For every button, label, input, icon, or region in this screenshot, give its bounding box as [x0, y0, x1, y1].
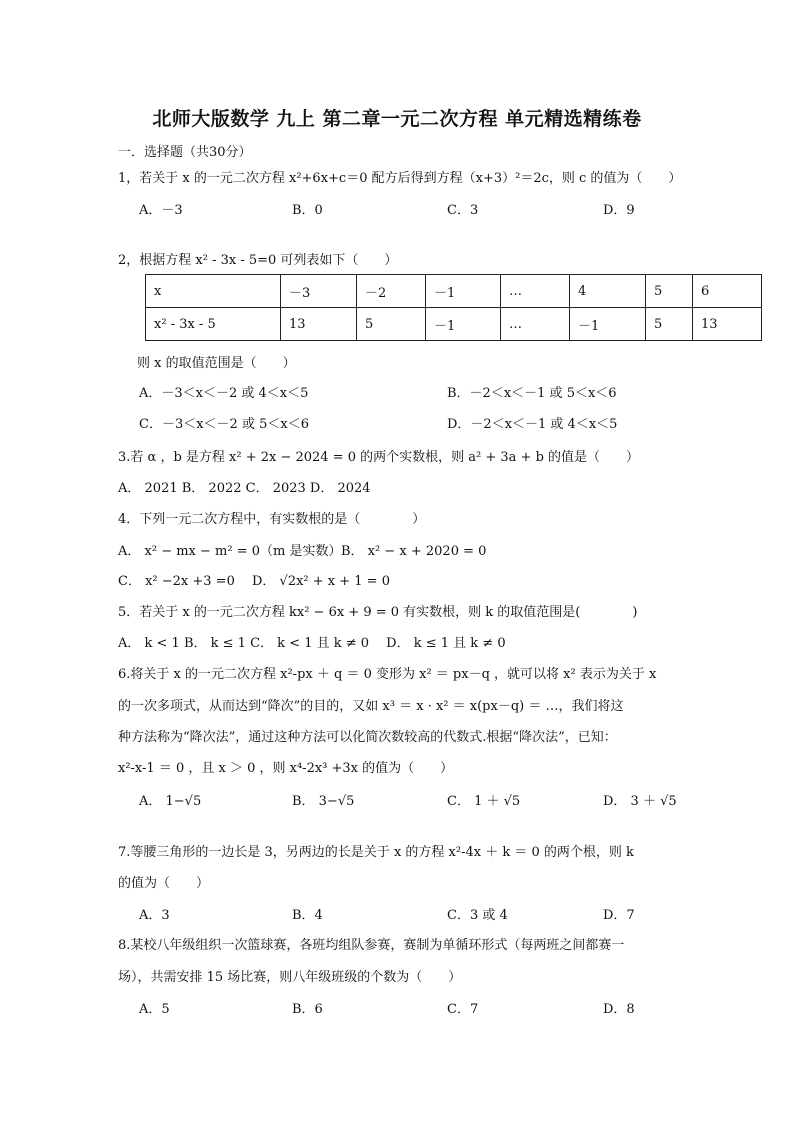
question-5-stem: 5．若关于 x 的一元二次方程 kx² − 6x + 9 = 0 有实数根，则 k 的取值范围是( ): [118, 605, 638, 620]
question-4-option-a[interactable]: A． x² − mx − m² = 0（m 是实数）: [118, 544, 342, 559]
table-cell: －2: [357, 275, 426, 308]
question-6-line-3: 种方法称为“降次法”，通过这种方法可以化简次数较高的代数式.根据“降次法”，已知：: [118, 730, 617, 745]
question-1-option-b[interactable]: B．0: [292, 203, 323, 218]
table-cell: x² - 3x - 5: [146, 308, 281, 341]
table-cell: 6: [693, 275, 762, 308]
question-2-option-d[interactable]: D．－2＜x＜－1 或 4＜x＜5: [447, 417, 618, 432]
question-4-stem: 4．下列一元二次方程中，有实数根的是（ ）: [118, 512, 426, 527]
question-8-option-b[interactable]: B．6: [292, 1002, 323, 1017]
table-cell: 13: [693, 308, 762, 341]
table-cell: 5: [357, 308, 426, 341]
table-cell: …: [501, 275, 570, 308]
table-cell: 13: [281, 308, 357, 341]
question-7-line-1: 7.等腰三角形的一边长是 3，另两边的长是关于 x 的方程 x²-4x ＋ k ＝ 0 的两个根，则 k: [118, 845, 634, 860]
question-6-line-1: 6.将关于 x 的一元二次方程 x²-px ＋ q ＝ 0 变形为 x² ＝ px－q ，就可以将 x² 表示为关于 x: [118, 667, 657, 682]
question-5-options[interactable]: A． k < 1 B． k ≤ 1 C． k < 1 且 k ≠ 0 D． k ≤ 1 且 k ≠ 0: [118, 636, 506, 651]
question-1-option-a[interactable]: A．－3: [139, 203, 183, 218]
table-row: [146, 308, 762, 341]
question-8-option-a[interactable]: A．5: [139, 1002, 170, 1017]
question-6-option-b[interactable]: B． 3−√5: [292, 794, 355, 809]
table-row: [146, 275, 762, 308]
question-8-line-2: 场），共需安排 15 场比赛，则八年级班级的个数为（ ）: [118, 970, 462, 985]
value-table: [145, 274, 762, 341]
question-2-stem: 2，根据方程 x² - 3x - 5=0 可列表如下（ ）: [118, 253, 398, 268]
table-cell: x: [146, 275, 281, 308]
question-7-option-c[interactable]: C．3 或 4: [447, 908, 508, 923]
question-4-options-cd[interactable]: C． x² −2x +3 =0 D． √2x² + x + 1 = 0: [118, 574, 390, 589]
question-6-line-4: x²-x-1 ＝ 0 ，且 x ＞ 0 ，则 x⁴-2x³ +3x 的值为（ ）: [118, 761, 454, 776]
question-7-line-2: 的值为（ ）: [118, 876, 210, 891]
table-cell: 5: [646, 275, 693, 308]
question-7-option-d[interactable]: D．7: [603, 908, 635, 923]
table-cell: 4: [570, 275, 646, 308]
question-8-option-c[interactable]: C．7: [447, 1002, 479, 1017]
table-cell: －1: [426, 308, 501, 341]
question-1-stem: 1，若关于 x 的一元二次方程 x²+6x+c＝0 配方后得到方程（x+3）²＝2c，则 c 的值为（ ）: [118, 171, 682, 186]
question-7-option-b[interactable]: B．4: [292, 908, 323, 923]
question-1-option-d[interactable]: D．9: [603, 203, 635, 218]
section-heading: 一．选择题（共30分）: [118, 145, 252, 160]
question-6-option-a[interactable]: A． 1−√5: [139, 794, 202, 809]
question-6-line-2: 的一次多项式，从而达到“降次”的目的，又如 x³ ＝ x · x² ＝ x(px－q) ＝ …，我们将这: [118, 699, 624, 714]
table-cell: －1: [570, 308, 646, 341]
question-2-subquestion: 则 x 的取值范围是（ ）: [137, 356, 296, 371]
question-4-option-b[interactable]: B． x² − x + 2020 = 0: [341, 544, 487, 559]
table-cell: …: [501, 308, 570, 341]
question-8-option-d[interactable]: D．8: [603, 1002, 635, 1017]
question-6-option-c[interactable]: C． 1 ＋ √5: [447, 794, 521, 809]
table-cell: －1: [426, 275, 501, 308]
question-2-option-b[interactable]: B．－2＜x＜－1 或 5＜x＜6: [447, 386, 617, 401]
question-7-option-a[interactable]: A．3: [139, 908, 170, 923]
page-title: 北师大版数学 九上 第二章一元二次方程 单元精选精练卷: [152, 108, 642, 130]
question-8-line-1: 8.某校八年级组织一次篮球赛，各班均组队参赛，赛制为单循环形式（每两班之间都赛一: [118, 938, 625, 953]
table-cell: －3: [281, 275, 357, 308]
question-2-option-c[interactable]: C．－3＜x＜－2 或 5＜x＜6: [139, 417, 309, 432]
question-3-options[interactable]: A． 2021 B． 2022 C． 2023 D． 2024: [118, 481, 371, 496]
question-1-option-c[interactable]: C．3: [447, 203, 479, 218]
table-cell: 5: [646, 308, 693, 341]
question-3-stem: 3.若 α ，b 是方程 x² + 2x − 2024 = 0 的两个实数根，则 a² + 3a + b 的值是（ ）: [118, 450, 640, 465]
question-6-option-d[interactable]: D． 3 ＋ √5: [603, 794, 677, 809]
question-2-option-a[interactable]: A．－3＜x＜－2 或 4＜x＜5: [139, 386, 309, 401]
